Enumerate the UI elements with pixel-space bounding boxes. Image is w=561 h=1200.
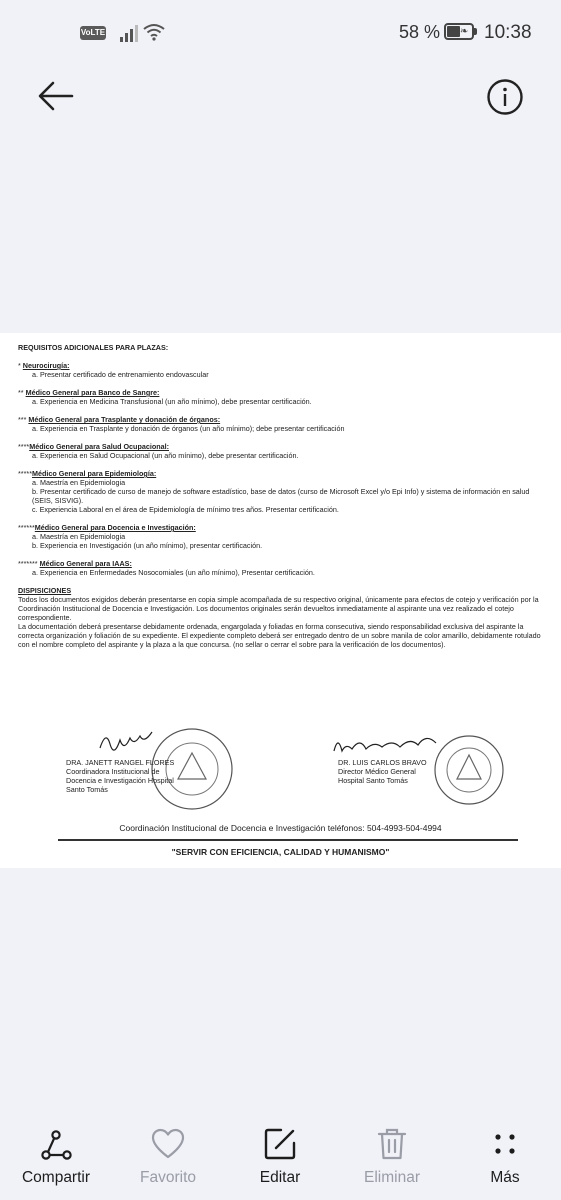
footer-divider — [58, 839, 518, 841]
share-label: Compartir — [21, 1169, 91, 1186]
battery-percent: 58 % — [399, 22, 441, 42]
disposiciones-body: Todos los documentos exigidos deberán presentarse en copia simple acompañada de su respectivo original, únicamente para efectos de cotejo y verificación por la Coordinación Institucional de Docencia e Investigación. Los documentos originales serán devueltos inmediatamente al aspirante una vez realizado el cotejo correspondiente. La documentación deberá presentarse debidamente ordenada, engargolada y foliadas en forma consecutiva, siendo responsabilidad exclusiva del aspirante la correcta organización y foliación de su expediente. El expediente completo deberá ser entregado dentro de un sobre manila de color amarillo, debidamente rotulado con el nombre completo del aspirante y la plaza a la que concursa. (no sellar o cerrar el sobre para la verificación de los documentos). — [18, 595, 541, 649]
category-iaas: ******* Médico General para IAAS: a. Experiencia en Enfermedades Nosocomiales (un año mínimo), Presentar certificación. — [18, 559, 315, 577]
favorite-button[interactable] — [112, 1120, 224, 1200]
signatory-right: DR. LUIS CARLOS BRAVO Director Médico General Hospital Santo Tomás — [338, 758, 427, 785]
clock: 10:38 — [484, 22, 532, 43]
delete-label: Eliminar — [364, 1169, 420, 1186]
document-image[interactable] — [0, 333, 561, 868]
battery-icon: ❧ — [444, 23, 474, 40]
edit-button[interactable] — [224, 1120, 336, 1200]
bottom-action-bar — [0, 1120, 561, 1200]
arrow-left-icon — [34, 76, 78, 116]
signature-right — [330, 733, 440, 759]
category-trasplante: *** Médico General para Trasplante y donación de órganos: a. Experiencia en Trasplante y donación de órganos (un año mínimo); debe presentar certificación — [18, 415, 345, 433]
trash-icon — [374, 1126, 410, 1162]
share-icon — [38, 1126, 74, 1162]
requirements-heading: REQUISITOS ADICIONALES PARA PLAZAS: — [18, 343, 169, 352]
more-icon — [487, 1126, 523, 1162]
favorite-label: Favorito — [140, 1169, 196, 1186]
volte-badge: VoLTE — [80, 26, 106, 40]
category-banco-de-sangre: ** Médico General para Banco de Sangre: a. Experiencia en Medicina Transfusional (un año mínimo), debe presentar certificación. — [18, 388, 312, 406]
heart-icon — [150, 1126, 186, 1162]
battery-tip — [474, 28, 477, 35]
delete-button[interactable] — [336, 1120, 448, 1200]
info-icon — [484, 76, 526, 118]
signature-left — [96, 728, 156, 758]
disposiciones-title: DISPISICIONES — [18, 586, 72, 595]
category-epidemiologia: *****Médico General para Epidemiología: a. Maestría en Epidemiologia b. Presentar certificado de curso de manejo de software estadístico, base de datos (curso de Microsoft Excel y/o Epi Info) y sistema de información en salud (SEIS, SISVIG). c. Experiencia Laboral en el área de Epidemiología de mínimo tres años. Presentar certificación. — [18, 469, 530, 514]
more-button[interactable] — [449, 1120, 561, 1200]
more-label: Más — [490, 1169, 520, 1186]
category-neurocirugia: * Neurocirugía: a. Presentar certificado de entrenamiento endovascular — [18, 361, 209, 379]
document-text — [18, 343, 548, 649]
signal-icon — [120, 24, 140, 42]
share-button[interactable] — [0, 1120, 112, 1200]
edit-label: Editar — [259, 1169, 301, 1186]
wifi-icon — [143, 23, 165, 41]
status-bar — [0, 0, 561, 66]
category-salud-ocupacional: ****Médico General para Salud Ocupacional: a. Experiencia en Salud Ocupacional (un año mínimo), debe presentar certificación. — [18, 442, 299, 460]
footer-contact: Coordinación Institucional de Docencia e Investigación teléfonos: 504-4993-504-4994 — [119, 823, 442, 833]
info-button[interactable] — [484, 76, 526, 118]
signatory-left: DRA. JANETT RANGEL FLORES Coordinadora Institucional de Docencia e Investigación Hospital Santo Tomás — [66, 758, 175, 794]
footer-motto: "SERVIR CON EFICIENCIA, CALIDAD Y HUMANISMO" — [171, 847, 390, 857]
back-button[interactable] — [34, 76, 78, 116]
edit-icon — [262, 1126, 298, 1162]
category-docencia: ******Médico General para Docencia e Investigación: a. Maestría en Epidemiologia b. Experiencia en Investigación (un año mínimo), presentar certificación. — [18, 523, 263, 550]
